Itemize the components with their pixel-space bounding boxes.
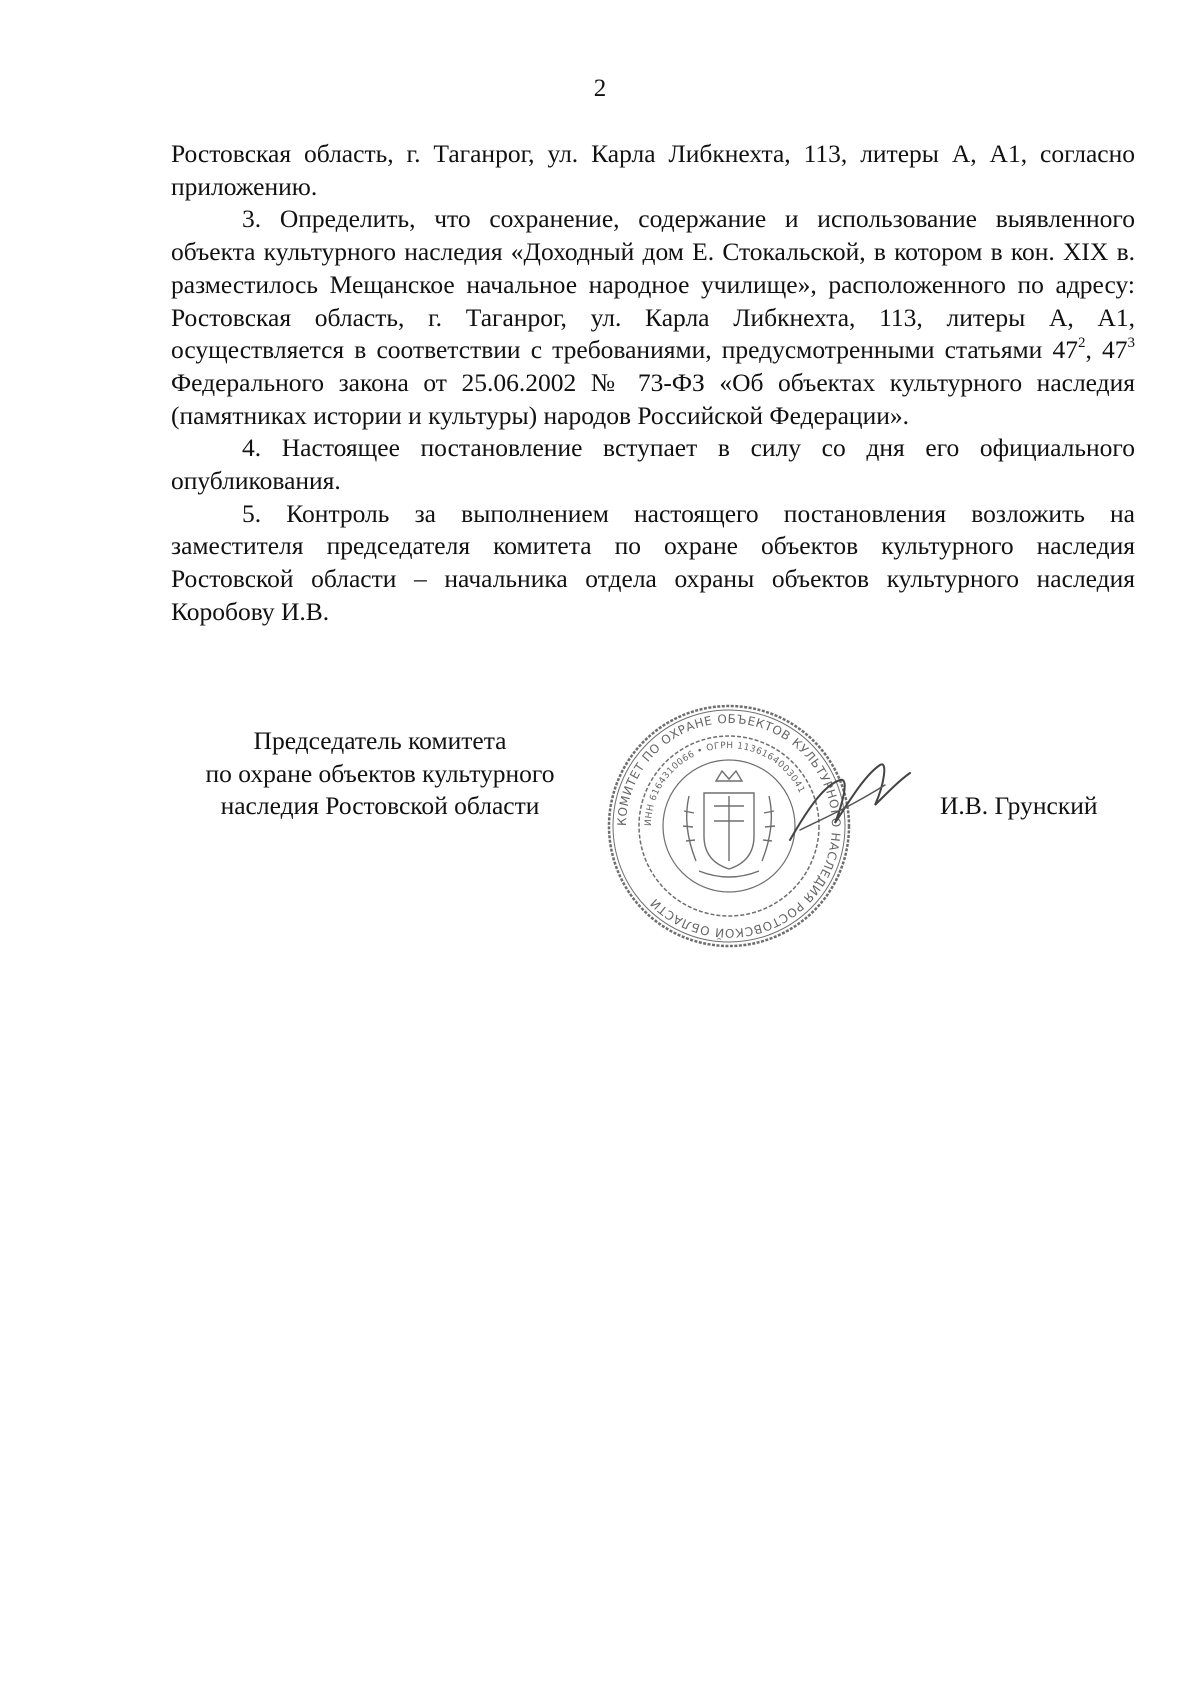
signer-title (160, 725, 600, 823)
signature-block (0, 711, 1200, 955)
seal-inner-text: ИНН 6164310066 • ОГРН 1136164003041 (643, 740, 807, 827)
document-body (171, 138, 1135, 629)
paragraph-text: 5. Контроль за выполнением настоящего постановления возложить на заместителя председателя комитета по охране объектов культурного наследия Ростовской области – начальника отдела охраны объектов культурного наследия Коробову И.В. (171, 498, 1135, 626)
body-paragraph (171, 138, 1135, 203)
paragraph-text: 3. Определить, что сохранение, содержание и использование выявленного объекта культурного наследия «Доходный дом Е. Стокальской, в котором в кон. XIX в. разместилось Мещанское начальное народное училище», расположенного по адресу: Ростовская область, г. Таганрог, ул. Карла Либкнехта, 113, литеры А, А1, осуществляется в соответствии с требованиями, предусмотренными статьями 47 (171, 204, 1135, 365)
handwritten-signature (780, 745, 920, 865)
paragraph-text: «Об объектах культурного наследия (памятниках истории и культуры) народов Российской Федерации». (171, 367, 1136, 430)
paragraph-text: , 47 (1085, 335, 1128, 365)
signer-title-line: наследия Ростовской области (220, 791, 540, 821)
signer-name: И.В. Грунский (940, 791, 1098, 820)
law-reference: 25.06.2002 № 73-ФЗ (461, 367, 705, 397)
superscript: 3 (1127, 334, 1136, 351)
paragraph-text: 4. Настоящее постановление вступает в силу со дня его официального опубликования. (171, 433, 1135, 496)
paragraph-text: Ростовская область, г. Таганрог, ул. Карла Либкнехта, 113, литеры А, А1, согласно приложению. (171, 139, 1135, 201)
body-paragraph (171, 432, 1135, 497)
paragraph-text: Федерального закона от (171, 367, 462, 397)
page-number: 2 (593, 75, 607, 102)
coat-of-arms-emblem (683, 771, 775, 877)
body-paragraph (171, 203, 1135, 432)
signer-title-line: Председатель комитета (253, 726, 507, 755)
body-paragraph (171, 498, 1135, 629)
superscript: 2 (1077, 334, 1086, 351)
signer-title-line: по охране объектов культурного (205, 758, 555, 788)
seal-outer-text: КОМИТЕТ ПО ОХРАНЕ ОБЪЕКТОВ КУЛЬТУРНОГО НАСЛЕДИЯ РОСТОВСКОЙ ОБЛАСТИ (614, 711, 844, 941)
